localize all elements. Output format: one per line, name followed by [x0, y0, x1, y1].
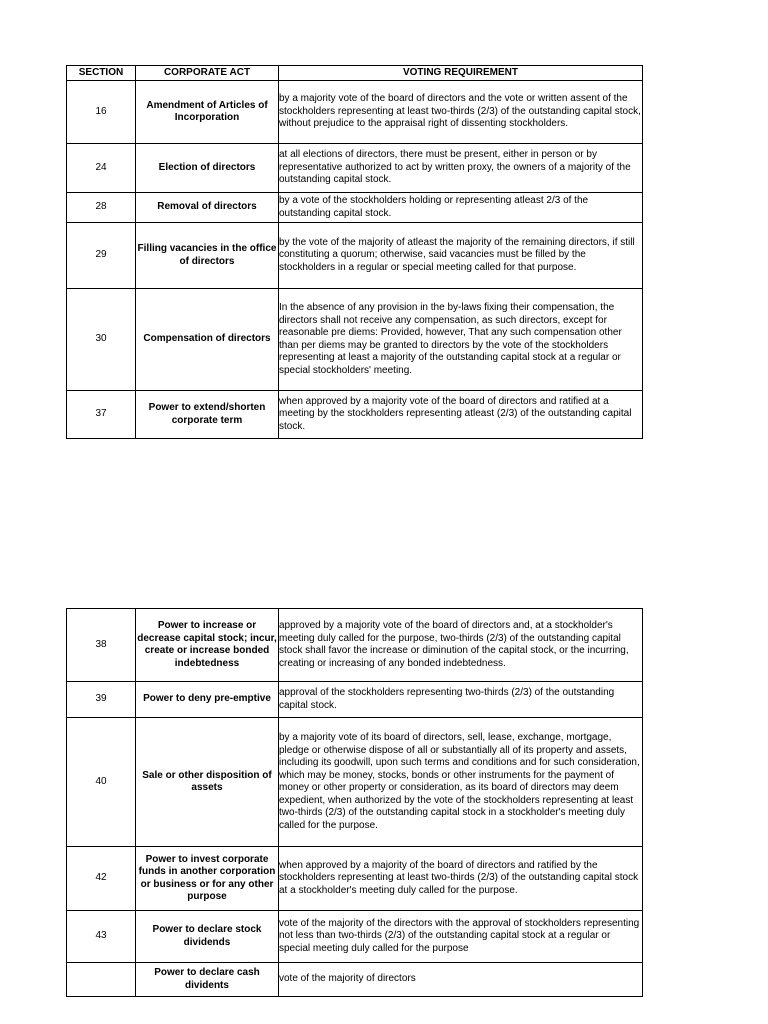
voting-requirement-cell: by a majority vote of the board of directors and the vote or written assent of the stockholders representing at least two-thirds (2/3) of the outstanding capital stock, without prejudice to the appraisal right of dissenting stockholders.	[279, 81, 643, 144]
header-section: SECTION	[67, 66, 136, 81]
header-voting-requirement: VOTING REQUIREMENT	[279, 66, 643, 81]
section-cell: 43	[67, 911, 136, 963]
section-cell: 29	[67, 223, 136, 289]
section-cell: 37	[67, 391, 136, 439]
corporate-act-cell: Election of directors	[136, 144, 279, 193]
voting-requirement-cell: at all elections of directors, there must be present, either in person or by representative authorized to act by written proxy, the owners of a majority of the outstanding capital stock.	[279, 144, 643, 193]
voting-requirement-cell: when approved by a majority vote of the board of directors and ratified at a meeting by the stockholders representing atleast (2/3) of the outstanding capital stock.	[279, 391, 643, 439]
corporate-act-cell: Filling vacancies in the office of directors	[136, 223, 279, 289]
corporate-act-cell: Power to increase or decrease capital stock; incur, create or increase bonded indebtedness	[136, 609, 279, 682]
table-row	[67, 963, 643, 997]
corporate-act-cell: Sale or other disposition of assets	[136, 718, 279, 847]
corporate-act-cell: Power to invest corporate funds in another corporation or business or for any other purpose	[136, 847, 279, 911]
section-cell: 39	[67, 682, 136, 718]
section-cell: 40	[67, 718, 136, 847]
voting-requirement-cell: by a vote of the stockholders holding or representing atleast 2/3 of the outstanding capital stock.	[279, 193, 643, 223]
corporate-act-cell: Compensation of directors	[136, 289, 279, 391]
voting-requirement-cell: In the absence of any provision in the by-laws fixing their compensation, the directors shall not receive any compensation, as such directors, except for reasonable pre diems: Provided, however, That any such compensation other than per diems may be granted to directors by the vote of the stockholders representing at least a majority of the outstanding capital stock at a regular or special stockholders' meeting.	[279, 289, 643, 391]
section-cell: 28	[67, 193, 136, 223]
voting-requirements-table-1	[66, 65, 643, 439]
voting-requirements-table-2	[66, 608, 643, 997]
corporate-act-cell: Power to declare stock dividends	[136, 911, 279, 963]
table-header-row	[67, 66, 643, 81]
corporate-act-cell: Removal of directors	[136, 193, 279, 223]
section-cell: 38	[67, 609, 136, 682]
table-row	[67, 682, 643, 718]
corporate-act-cell: Power to declare cash dividents	[136, 963, 279, 997]
voting-requirement-cell: by a majority vote of its board of directors, sell, lease, exchange, mortgage, pledge or otherwise dispose of all or substantially all of its property and assets, including its goodwill, upon such terms and conditions and for such consideration, which may be money, stocks, bonds or other instruments for the payment of money or other property or consideration, as its board of directors may deem expedient, when authorized by the vote of the stockholders representing at least two-thirds (2/3) of the outstanding capital stock in a stockholder's meeting duly called for the purpose.	[279, 718, 643, 847]
header-corporate-act: CORPORATE ACT	[136, 66, 279, 81]
table-row	[67, 193, 643, 223]
table-row	[67, 223, 643, 289]
table-row	[67, 391, 643, 439]
corporate-act-cell: Power to extend/shorten corporate term	[136, 391, 279, 439]
section-cell	[67, 963, 136, 997]
table-row	[67, 911, 643, 963]
corporate-act-cell: Power to deny pre-emptive	[136, 682, 279, 718]
table-row	[67, 718, 643, 847]
table-row	[67, 847, 643, 911]
section-cell: 16	[67, 81, 136, 144]
table-row	[67, 144, 643, 193]
section-cell: 42	[67, 847, 136, 911]
voting-requirement-cell: by the vote of the majority of atleast the majority of the remaining directors, if still constituting a quorum; otherwise, said vacancies must be filled by the stockholders in a regular or special meeting called for that purpose.	[279, 223, 643, 289]
corporate-act-cell: Amendment of Articles of Incorporation	[136, 81, 279, 144]
voting-requirement-cell: approved by a majority vote of the board of directors and, at a stockholder's meeting duly called for the purpose, two-thirds (2/3) of the outstanding capital stock shall favor the increase or diminution of the capital stock, or the incurring, creating or increasing of any bonded indebtedness.	[279, 609, 643, 682]
voting-requirement-cell: approval of the stockholders representing two-thirds (2/3) of the outstanding capital stock.	[279, 682, 643, 718]
section-cell: 24	[67, 144, 136, 193]
voting-requirement-cell: vote of the majority of directors	[279, 963, 643, 997]
table-row	[67, 609, 643, 682]
table-row	[67, 81, 643, 144]
table-row	[67, 289, 643, 391]
voting-requirement-cell: when approved by a majority of the board of directors and ratified by the stockholders representing at least two-thirds (2/3) of the outstanding capital stock at a stockholder's meeting duly called for the purpose.	[279, 847, 643, 911]
section-cell: 30	[67, 289, 136, 391]
voting-requirement-cell: vote of the majority of the directors with the approval of stockholders representing not less than two-thirds (2/3) of the outstanding capital stock at a regular or special meeting duly called for the purpose	[279, 911, 643, 963]
